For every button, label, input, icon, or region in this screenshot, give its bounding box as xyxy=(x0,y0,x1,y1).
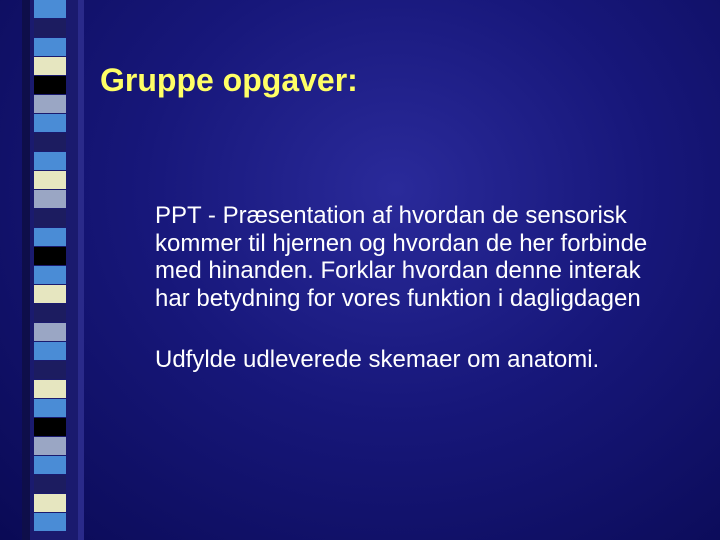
stripe-block xyxy=(34,76,66,94)
text-line: med hinanden. Forklar hvordan denne interak xyxy=(155,257,641,284)
stripe-block xyxy=(34,133,66,151)
stripe-block xyxy=(34,323,66,341)
stripe-block xyxy=(34,0,66,18)
stripe-bar-left-edge xyxy=(22,0,30,540)
text-line: har betydning for vores funktion i dagligdagen xyxy=(155,284,641,312)
text-line: PPT - Præsentation af hvordan de sensorisk xyxy=(155,202,627,229)
stripe-bar-right-edge xyxy=(78,0,84,540)
stripe-block xyxy=(34,209,66,227)
stripe-block xyxy=(34,171,66,189)
stripe-block xyxy=(34,266,66,284)
stripe-block xyxy=(34,19,66,37)
stripe-block xyxy=(34,57,66,75)
stripe-block xyxy=(34,513,66,531)
decorative-stripe-bar xyxy=(22,0,84,540)
stripe-block xyxy=(34,456,66,474)
stripe-block xyxy=(34,475,66,493)
stripe-block xyxy=(34,437,66,455)
stripe-block xyxy=(34,190,66,208)
stripe-block xyxy=(34,380,66,398)
stripe-block xyxy=(34,304,66,322)
text-line: Udfylde udleverede skemaer om anatomi. xyxy=(155,346,600,373)
stripe-block xyxy=(34,95,66,113)
text-line: kommer til hjernen og hvordan de her forbinde xyxy=(155,229,648,257)
stripe-block xyxy=(34,418,66,436)
stripe-block xyxy=(34,152,66,170)
stripe-block xyxy=(34,38,66,56)
task-paragraph-skemaer xyxy=(155,346,720,374)
stripe-block xyxy=(34,361,66,379)
task-paragraph-ppt xyxy=(155,202,720,312)
slide-body xyxy=(155,202,720,374)
stripe-block xyxy=(34,247,66,265)
stripe-block xyxy=(34,399,66,417)
stripe-block xyxy=(34,285,66,303)
stripe-block xyxy=(34,494,66,512)
stripe-block xyxy=(34,114,66,132)
stripe-block xyxy=(34,342,66,360)
slide-title: Gruppe opgaver: xyxy=(100,62,358,98)
stripe-block xyxy=(34,228,66,246)
